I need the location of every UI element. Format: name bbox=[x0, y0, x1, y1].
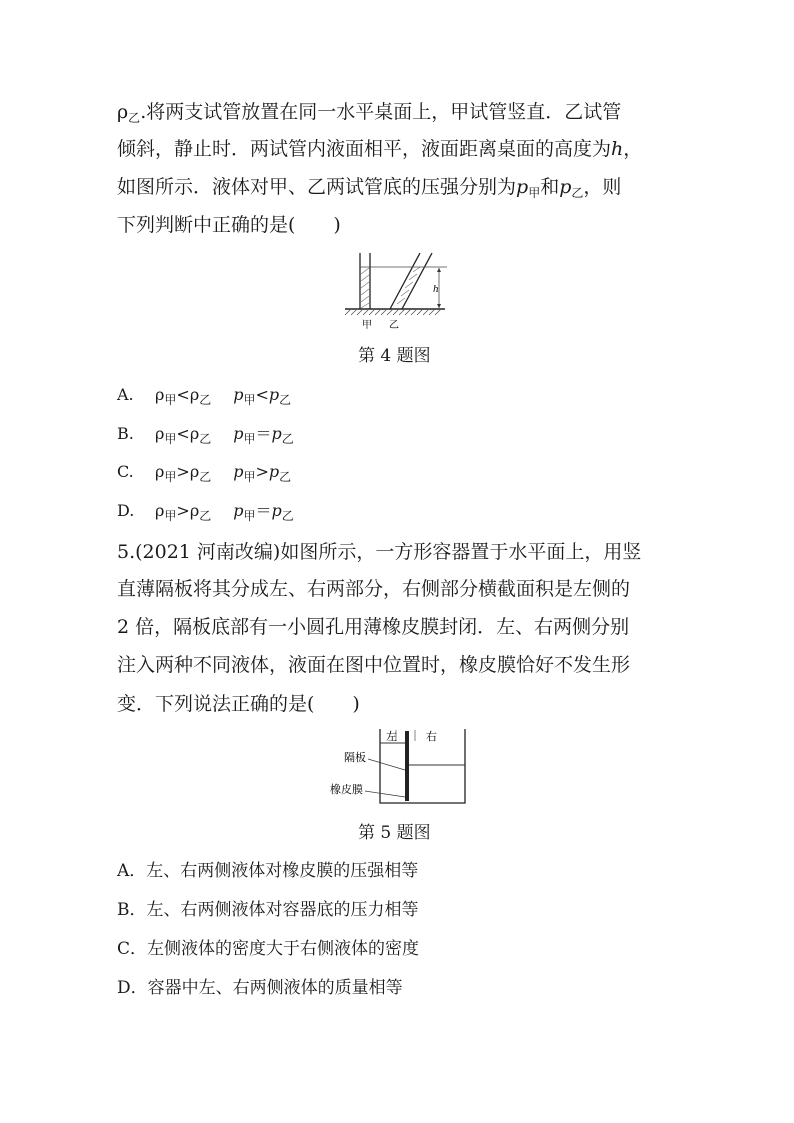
subscript-jia: 甲 bbox=[164, 509, 177, 523]
subscript-yi: 乙 bbox=[199, 470, 212, 484]
p-symbol: p bbox=[233, 501, 244, 520]
subscript-jia: 甲 bbox=[243, 470, 256, 484]
relation-1: > bbox=[176, 462, 190, 481]
option-label: C. bbox=[117, 462, 134, 481]
option-text: 容器中左、右两侧液体的质量相等 bbox=[147, 978, 403, 998]
option-text: 左、右两侧液体对橡皮膜的压强相等 bbox=[146, 861, 419, 881]
q5-line-4: 注入两种不同液体，液面在图中位置时，橡皮膜恰好不发生形 bbox=[117, 654, 631, 676]
q4-line-3 bbox=[117, 175, 621, 201]
p-symbol: p bbox=[233, 462, 244, 481]
q4-line-3-text: 如图所示．液体对甲、乙两试管底的压强分别为 bbox=[117, 176, 517, 198]
rho-symbol: ρ bbox=[155, 424, 165, 443]
q5-option-b bbox=[117, 899, 419, 921]
h-symbol: h bbox=[611, 138, 624, 160]
rho-symbol: ρ bbox=[155, 385, 165, 404]
subscript-yi: 乙 bbox=[279, 470, 292, 484]
rho-symbol: ρ bbox=[189, 385, 200, 404]
relation-1: > bbox=[176, 501, 190, 520]
option-label: C． bbox=[117, 939, 148, 959]
q5-option-d bbox=[117, 977, 403, 999]
q5-line-2: 直薄隔板将其分成左、右两部分，右侧部分横截面积是左侧的 bbox=[117, 578, 631, 600]
q4-line-2 bbox=[117, 137, 642, 161]
subscript-jia: 甲 bbox=[243, 509, 256, 523]
subscript-yi: 乙 bbox=[199, 432, 212, 446]
subscript-jia: 甲 bbox=[164, 432, 177, 446]
option-label: D. bbox=[117, 501, 135, 520]
rho-symbol: ρ bbox=[155, 501, 165, 520]
comma: ， bbox=[623, 138, 643, 160]
label-left: 左 bbox=[386, 730, 397, 743]
q4-line-1-text: .将两支试管放置在同一水平桌面上，甲试管竖直．乙试管 bbox=[140, 101, 622, 123]
relation-2: ＝ bbox=[255, 501, 272, 520]
figure-5-container bbox=[325, 727, 470, 807]
q4-line-4 bbox=[117, 213, 341, 237]
figure-5-caption: 第 5 题图 bbox=[358, 823, 431, 843]
relation-1: < bbox=[176, 385, 190, 404]
rho-symbol: ρ bbox=[155, 462, 165, 481]
figure-4-test-tubes bbox=[335, 248, 465, 333]
relation-2: ＝ bbox=[255, 424, 272, 443]
q4-line-2-text: 倾斜，静止时．两试管内液面相平，液面距离桌面的高度为 bbox=[117, 138, 612, 160]
option-text: 左侧液体的密度大于右侧液体的密度 bbox=[147, 939, 420, 959]
relation-2: < bbox=[255, 385, 269, 404]
p-symbol: p bbox=[516, 176, 529, 198]
figure-4-caption: 第 4 题图 bbox=[358, 346, 431, 366]
subscript-yi: 乙 bbox=[199, 509, 212, 523]
subscript-jia: 甲 bbox=[164, 470, 177, 484]
p-symbol: p bbox=[271, 501, 282, 520]
subscript-yi: 乙 bbox=[571, 186, 584, 200]
p-symbol: p bbox=[271, 424, 282, 443]
subscript-yi: 乙 bbox=[199, 393, 212, 407]
subscript-yi: 乙 bbox=[281, 432, 294, 446]
relation-1: < bbox=[176, 424, 190, 443]
q5-line-1: 5.(2021 河南改编)如图所示，一方形容器置于水平面上，用竖 bbox=[117, 541, 642, 563]
q5-option-a bbox=[117, 860, 418, 882]
rho-symbol: ρ bbox=[189, 462, 200, 481]
label-jia: 甲 bbox=[362, 320, 372, 331]
label-h: h bbox=[433, 285, 439, 295]
subscript-yi: 乙 bbox=[281, 509, 294, 523]
p-symbol: p bbox=[268, 385, 280, 404]
subscript-jia: 甲 bbox=[164, 393, 177, 407]
label-membrane: 橡皮膜 bbox=[330, 783, 363, 796]
option-label: D． bbox=[117, 978, 148, 998]
and-word: 和 bbox=[540, 176, 560, 198]
q4-option-a bbox=[117, 384, 291, 407]
q4-option-d bbox=[117, 500, 294, 523]
q5-line-5: 变．下列说法正确的是( ) bbox=[117, 693, 360, 715]
option-label: A. bbox=[117, 385, 134, 404]
q5-option-c bbox=[117, 938, 419, 960]
subscript-jia: 甲 bbox=[243, 432, 256, 446]
subscript-jia: 甲 bbox=[528, 186, 541, 200]
p-symbol: p bbox=[559, 176, 572, 198]
option-text: 左、右两侧液体对容器底的压力相等 bbox=[146, 900, 419, 920]
p-symbol: p bbox=[268, 462, 280, 481]
relation-2: > bbox=[255, 462, 269, 481]
q4-line-4-text: 下列判断中正确的是( ) bbox=[117, 214, 341, 236]
q4-option-b bbox=[117, 423, 294, 446]
q5-line-3: 2 倍，隔板底部有一小圆孔用薄橡皮膜封闭．左、右两侧分别 bbox=[117, 616, 630, 638]
p-symbol: p bbox=[233, 424, 244, 443]
p-symbol: p bbox=[233, 385, 244, 404]
q4-option-c bbox=[117, 461, 291, 484]
option-label: B． bbox=[117, 900, 147, 920]
label-partition: 隔板 bbox=[344, 751, 366, 764]
q4-line-3-tail: ，则 bbox=[583, 176, 622, 198]
rho-symbol: ρ bbox=[189, 501, 200, 520]
subscript-yi: 乙 bbox=[279, 393, 292, 407]
subscript-jia: 甲 bbox=[243, 393, 256, 407]
rho-symbol: ρ bbox=[117, 101, 129, 123]
rho-symbol: ρ bbox=[189, 424, 200, 443]
option-label: A． bbox=[117, 861, 147, 881]
label-yi: 乙 bbox=[389, 320, 399, 331]
subscript-yi: 乙 bbox=[128, 111, 141, 125]
label-right: 右 bbox=[426, 730, 437, 743]
option-label: B. bbox=[117, 424, 134, 443]
q4-line-1 bbox=[117, 100, 621, 126]
